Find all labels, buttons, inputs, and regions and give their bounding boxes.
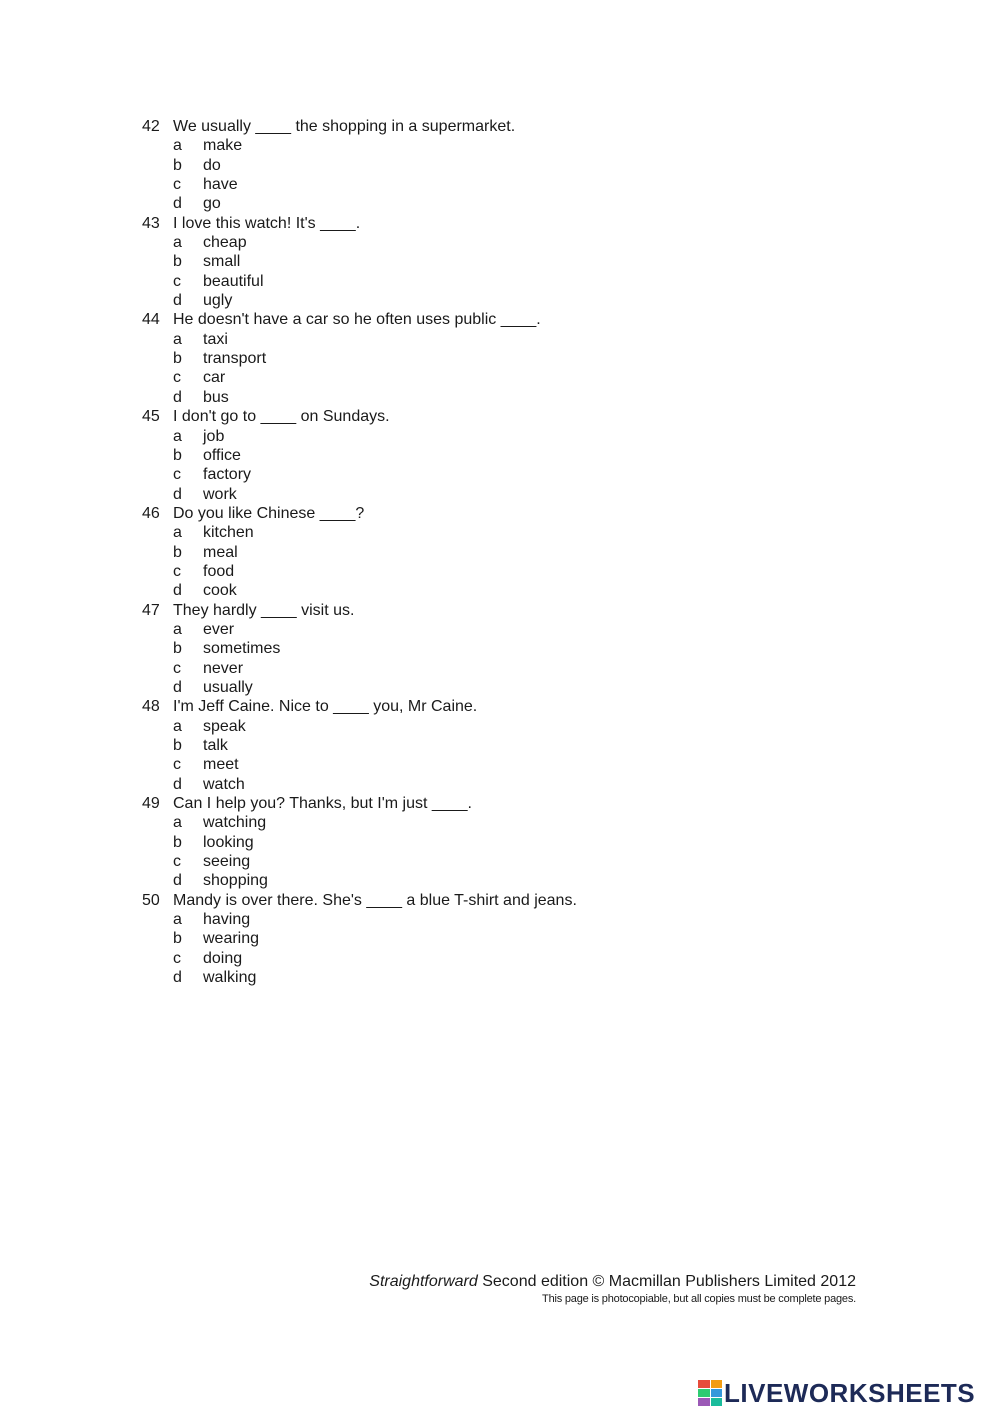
copyright-line (300, 1272, 856, 1292)
brand-text: LIVEWORKSHEETS (724, 1377, 976, 1408)
option-text: looking (203, 833, 254, 851)
option-text: food (203, 562, 235, 580)
question-50 (142, 891, 862, 988)
option-letter: a (173, 911, 182, 929)
option-text: watching (203, 814, 267, 832)
option-a[interactable] (142, 717, 862, 736)
option-letter: c (173, 176, 181, 194)
option-b[interactable] (142, 736, 862, 755)
option-letter: a (173, 137, 182, 155)
option-text: watch (203, 775, 245, 793)
option-letter: a (173, 814, 182, 832)
option-text: transport (203, 350, 267, 368)
question-text: I don't go to ____ on Sundays. (173, 408, 390, 426)
question-number: 49 (142, 795, 160, 813)
question-number: 42 (142, 118, 160, 135)
option-letter: c (173, 272, 181, 290)
option-text: having (203, 911, 251, 929)
option-letter: b (173, 640, 182, 658)
option-text: wearing (203, 930, 260, 948)
option-text: usually (203, 678, 253, 696)
option-text: cook (203, 582, 237, 600)
option-text: beautiful (203, 272, 264, 290)
option-d[interactable] (142, 968, 862, 987)
option-d[interactable] (142, 291, 862, 310)
option-letter: a (173, 330, 182, 348)
option-letter: d (173, 388, 182, 406)
question-number: 45 (142, 408, 160, 426)
question-row (142, 891, 862, 910)
logo-tile (711, 1389, 723, 1397)
option-text: seeing (203, 853, 251, 871)
option-text: factory (203, 466, 252, 484)
question-48 (142, 697, 862, 794)
option-letter: c (173, 562, 181, 580)
option-letter: d (173, 195, 182, 213)
question-47 (142, 601, 862, 698)
option-letter: a (173, 234, 182, 252)
option-letter: d (173, 969, 182, 987)
option-text: meal (203, 543, 238, 561)
option-d[interactable] (142, 678, 862, 697)
option-text: small (203, 253, 241, 271)
question-46 (142, 504, 862, 601)
question-44 (142, 310, 862, 407)
option-b[interactable] (142, 446, 862, 465)
option-text: talk (203, 737, 228, 754)
liveworksheets-brand[interactable] (698, 1378, 975, 1408)
option-d[interactable] (142, 775, 862, 794)
question-number: 48 (142, 698, 160, 716)
question-row (142, 310, 862, 329)
option-letter: d (173, 582, 182, 600)
option-letter: a (173, 620, 182, 638)
option-text: ugly (203, 292, 233, 310)
option-text: do (203, 156, 221, 174)
question-number: 50 (142, 891, 160, 909)
logo-tile (698, 1389, 710, 1397)
question-row (142, 117, 862, 136)
question-text: I love this watch! It's ____. (173, 214, 361, 232)
option-letter: b (173, 253, 182, 271)
option-letter: a (173, 524, 182, 542)
option-text: bus (203, 388, 229, 406)
option-text: sometimes (203, 640, 281, 658)
option-text: kitchen (203, 524, 254, 542)
option-text: ever (203, 620, 235, 638)
option-c[interactable] (142, 659, 862, 678)
option-text: shopping (203, 872, 268, 890)
option-b[interactable] (142, 543, 862, 562)
option-letter: b (173, 350, 182, 368)
option-c[interactable] (142, 852, 862, 871)
option-letter: b (173, 543, 182, 561)
option-b[interactable] (142, 639, 862, 658)
question-text: They hardly ____ visit us. (173, 601, 355, 619)
question-list (142, 117, 862, 987)
question-43 (142, 214, 862, 311)
option-c[interactable] (142, 465, 862, 484)
option-a[interactable] (142, 813, 862, 832)
option-letter: d (173, 872, 182, 890)
option-a[interactable] (142, 136, 862, 155)
option-c[interactable] (142, 175, 862, 194)
photocopy-note: This page is photocopiable, but all copies must be complete pages. (542, 1293, 856, 1305)
option-c[interactable] (142, 755, 862, 774)
option-text: cheap (203, 234, 247, 252)
option-text: doing (203, 949, 243, 967)
question-text: He doesn't have a car so he often uses public ____. (173, 311, 541, 329)
option-a[interactable] (142, 330, 862, 349)
option-letter: b (173, 833, 182, 851)
option-a[interactable] (142, 620, 862, 639)
option-letter: b (173, 930, 182, 948)
question-number: 47 (142, 601, 160, 619)
question-49 (142, 794, 862, 891)
option-d[interactable] (142, 485, 862, 504)
option-letter: d (173, 678, 182, 696)
option-letter: c (173, 853, 181, 871)
option-d[interactable] (142, 388, 862, 407)
question-row (142, 214, 862, 233)
option-letter: c (173, 756, 181, 774)
question-number: 44 (142, 311, 160, 329)
option-text: speak (203, 717, 246, 735)
option-text: never (203, 659, 244, 677)
logo-tile (711, 1398, 723, 1406)
option-b[interactable] (142, 349, 862, 368)
option-text: car (203, 369, 226, 387)
option-b[interactable] (142, 833, 862, 852)
option-b[interactable] (142, 252, 862, 271)
option-letter: b (173, 737, 182, 754)
option-a[interactable] (142, 427, 862, 446)
option-text: job (203, 427, 225, 445)
question-number: 46 (142, 504, 160, 522)
option-letter: c (173, 949, 181, 967)
option-letter: d (173, 775, 182, 793)
question-45 (142, 407, 862, 504)
question-row (142, 697, 862, 716)
option-c[interactable] (142, 949, 862, 968)
option-text: work (203, 485, 237, 503)
liveworksheets-logo-icon (698, 1380, 722, 1406)
copyright-text: Second edition © Macmillan Publishers Limited 2012 (477, 1273, 856, 1290)
option-letter: c (173, 466, 181, 484)
option-text: go (203, 195, 221, 213)
option-text: make (203, 137, 243, 155)
question-row (142, 601, 862, 620)
option-letter: d (173, 485, 182, 503)
option-letter: d (173, 292, 182, 310)
option-a[interactable] (142, 523, 862, 542)
question-number: 43 (142, 214, 160, 232)
question-text: Can I help you? Thanks, but I'm just ____. (173, 795, 472, 813)
option-letter: a (173, 427, 182, 445)
option-a[interactable] (142, 233, 862, 252)
logo-tile (711, 1380, 723, 1388)
question-row (142, 407, 862, 426)
option-d[interactable] (142, 871, 862, 890)
option-text: meet (203, 756, 239, 774)
option-c[interactable] (142, 562, 862, 581)
option-d[interactable] (142, 581, 862, 600)
option-text: taxi (203, 330, 228, 348)
option-letter: a (173, 717, 182, 735)
option-letter: c (173, 369, 181, 387)
option-letter: b (173, 156, 182, 174)
option-letter: b (173, 446, 182, 464)
option-text: walking (203, 969, 257, 987)
option-c[interactable] (142, 368, 862, 387)
question-42 (142, 117, 862, 214)
question-row (142, 794, 862, 813)
question-row (142, 504, 862, 523)
question-text: We usually ____ the shopping in a supermarket. (173, 118, 516, 135)
option-d[interactable] (142, 194, 862, 213)
question-text: I'm Jeff Caine. Nice to ____ you, Mr Caine. (173, 698, 478, 716)
option-letter: c (173, 659, 181, 677)
logo-tile (698, 1398, 710, 1406)
option-text: office (203, 446, 241, 464)
option-text: have (203, 176, 238, 194)
option-b[interactable] (142, 156, 862, 175)
book-title: Straightforward (369, 1273, 478, 1290)
question-text: Mandy is over there. She's ____ a blue T-shirt and jeans. (173, 891, 577, 909)
logo-tile (698, 1380, 710, 1388)
option-a[interactable] (142, 910, 862, 929)
option-c[interactable] (142, 272, 862, 291)
option-b[interactable] (142, 929, 862, 948)
question-text: Do you like Chinese ____? (173, 504, 365, 522)
page-footer (300, 1272, 856, 1307)
